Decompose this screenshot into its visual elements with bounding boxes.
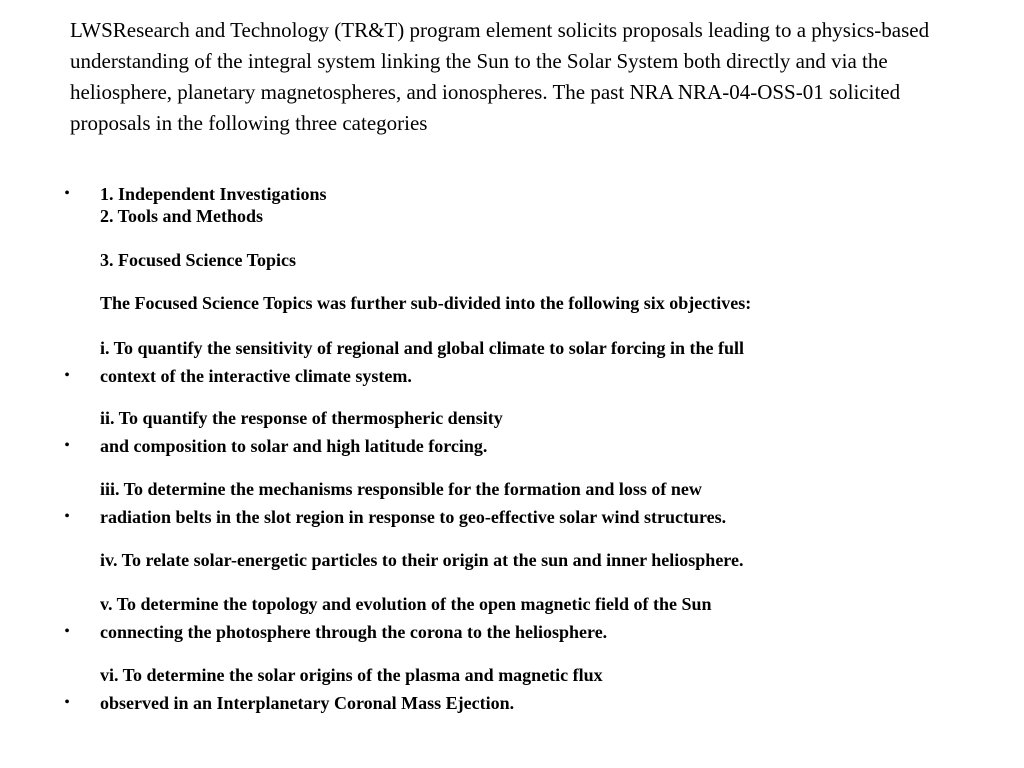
objective-iii-line-2: radiation belts in the slot region in response to geo-effective solar wind structures. [100,507,727,527]
bullet-marker: • [64,185,70,202]
objective-v-line-2: connecting the photosphere through the corona to the heliosphere. [100,622,608,642]
category-tools-and-methods: 2. Tools and Methods [100,206,264,226]
bullet-marker: • [64,694,70,711]
objective-v-line-1: v. To determine the topology and evolution of the open magnetic field of the Sun [100,594,712,614]
objective-ii-line-1: ii. To quantify the response of thermospheric density [100,408,503,428]
objective-i-line-2: context of the interactive climate system. [100,366,412,386]
category-independent-investigations: 1. Independent Investigations [100,184,327,204]
objectives-intro: The Focused Science Topics was further sub-divided into the following six objectives: [100,293,752,313]
objective-vi-line-2: observed in an Interplanetary Coronal Mass Ejection. [100,693,515,713]
objective-vi-line-1: vi. To determine the solar origins of the plasma and magnetic flux [100,665,603,685]
objective-i-line-1: i. To quantify the sensitivity of regional and global climate to solar forcing in the full [100,338,745,358]
objective-iii-line-1: iii. To determine the mechanisms responsible for the formation and loss of new [100,479,702,499]
bullet-marker: • [64,508,70,525]
intro-paragraph: LWSResearch and Technology (TR&T) program element solicits proposals leading to a physics-based understanding of the integral system linking the Sun to the Solar System both directly and via the heliosphere, planetary magnetospheres, and ionospheres. The past NRA NRA-04-OSS-01 solicited proposals in the following three categories [70,18,930,135]
bullet-marker: • [64,623,70,640]
bullet-marker: • [64,437,70,454]
bullet-marker: • [64,367,70,384]
objective-iv: iv. To relate solar-energetic particles to their origin at the sun and inner heliosphere. [100,550,744,570]
objective-ii-line-2: and composition to solar and high latitude forcing. [100,436,488,456]
category-focused-science-topics: 3. Focused Science Topics [100,250,297,270]
